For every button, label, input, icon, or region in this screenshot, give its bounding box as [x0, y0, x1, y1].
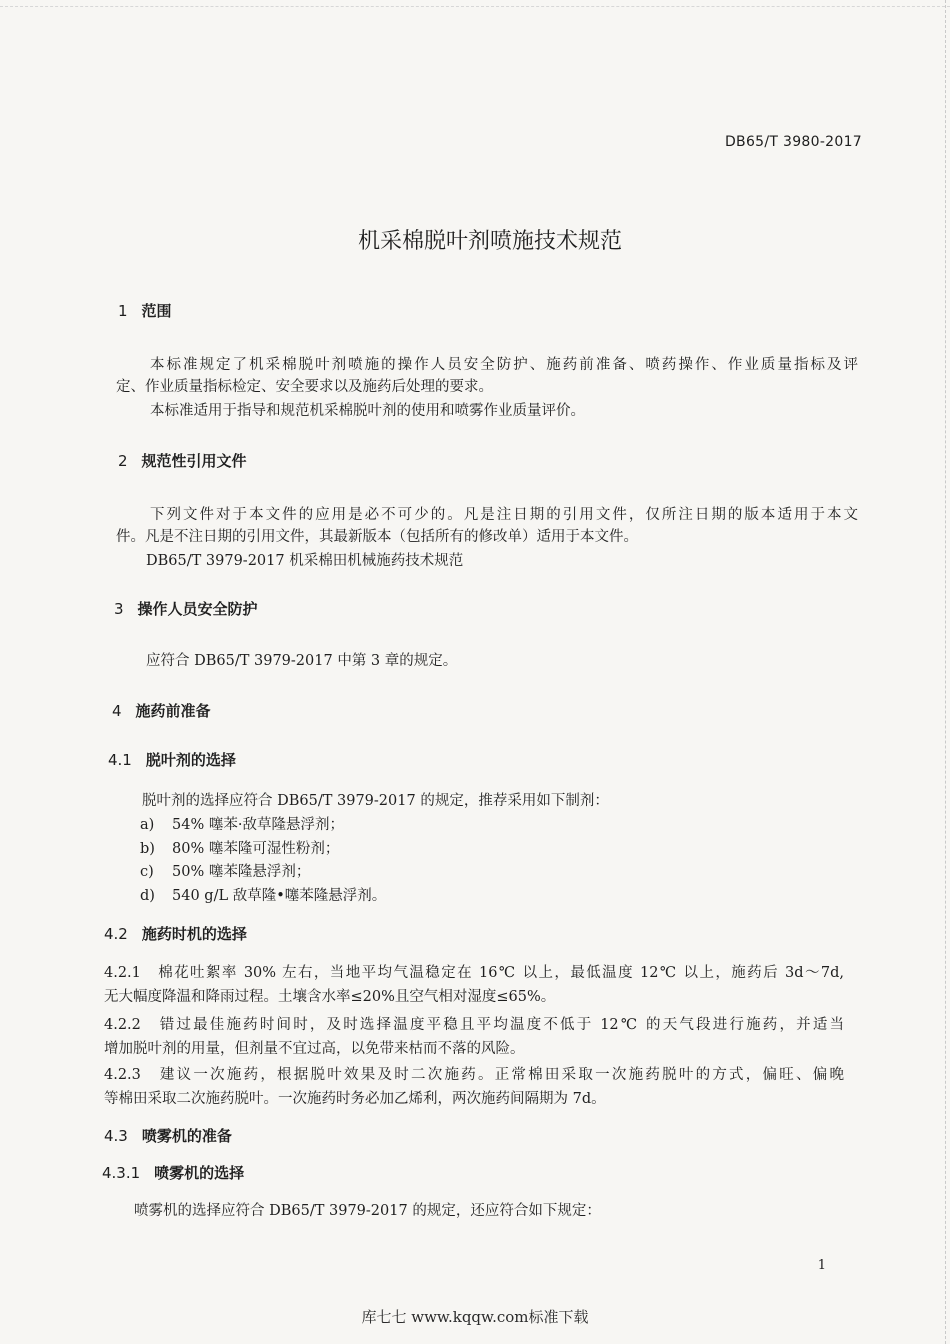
section-1-paragraph-2: 本标准适用于指导和规范机采棉脱叶剂的使用和喷雾作业质量评价。: [150, 403, 585, 419]
section-number: 4.3.1: [102, 1164, 141, 1182]
document-title: 机采棉脱叶剂喷施技术规范: [357, 229, 622, 254]
subsection-4-3-heading: [104, 1125, 232, 1146]
section-4-heading: [112, 700, 211, 721]
section-1-heading: [118, 300, 172, 321]
list-marker: d): [140, 888, 155, 904]
list-item-text: 540 g/L 敌草隆•噻苯隆悬浮剂。: [172, 888, 387, 904]
subsection-4-2-heading: [104, 923, 247, 944]
section-title: 施药时机的选择: [141, 925, 247, 943]
section-number: 4.3: [104, 1127, 128, 1145]
list-item-text: 50% 噻苯隆悬浮剂；: [172, 864, 311, 880]
section-title: 脱叶剂的选择: [145, 751, 236, 769]
section-2-paragraph-1-line-1: 下列文件对于本文件的应用是必不可少的。凡是注日期的引用文件，仅所注日期的版本适用于本文: [150, 507, 858, 523]
page-number: 1: [817, 1258, 826, 1273]
footer-watermark: 库七七 www.kqqw.com标准下载: [361, 1308, 589, 1326]
section-3-heading: [114, 598, 258, 619]
subsection-4-1-heading: [108, 749, 236, 770]
section-title: 范围: [141, 302, 172, 320]
section-2-heading: [118, 450, 247, 471]
section-number: 4: [112, 702, 122, 720]
document-id: DB65/T 3980-2017: [724, 134, 862, 150]
clause-4-2-2-line-1: 4.2.2 错过最佳施药时间时，及时选择温度平稳且平均温度不低于 12℃ 的天气段进行施药，并适当: [104, 1017, 844, 1033]
section-title: 规范性引用文件: [141, 452, 247, 470]
scan-edge-right: [944, 0, 946, 1344]
section-2-paragraph-1-line-2: 件。凡是不注日期的引用文件，其最新版本（包括所有的修改单）适用于本文件。: [116, 529, 638, 545]
section-title: 喷雾机的选择: [154, 1164, 245, 1182]
clause-4-2-2-line-2: 增加脱叶剂的用量，但剂量不宜过高，以免带来枯而不落的风险。: [104, 1041, 525, 1057]
list-marker: c): [140, 864, 154, 880]
list-item-text: 54% 噻苯·敌草隆悬浮剂；: [172, 817, 344, 833]
subsection-4-1-intro: 脱叶剂的选择应符合 DB65/T 3979-2017 的规定，推荐采用如下制剂：: [142, 793, 609, 809]
section-number: 3: [114, 600, 124, 618]
list-marker: a): [140, 817, 155, 833]
clause-4-2-3-line-1: 4.2.3 建议一次施药，根据脱叶效果及时二次施药。正常棉田采取一次施药脱叶的方式，偏旺、偏晚: [104, 1067, 844, 1083]
clause-4-2-3-line-2: 等棉田采取二次施药脱叶。一次施药时务必加乙烯利，两次施药间隔期为 7d。: [104, 1091, 606, 1107]
clause-4-2-1-line-1: 4.2.1 棉花吐絮率 30% 左右，当地平均气温稳定在 16℃ 以上，最低温度 12℃ 以上，施药后 3d～7d,: [104, 965, 844, 981]
list-item: [140, 837, 339, 858]
clause-4-2-1-line-2: 无大幅度降温和降雨过程。土壤含水率≤20%且空气相对湿度≤65%。: [104, 989, 556, 1005]
section-1-paragraph-1-line-1: 本标准规定了机采棉脱叶剂喷施的操作人员安全防护、施药前准备、喷药操作、作业质量指标及评: [150, 357, 858, 373]
list-marker: b): [140, 841, 155, 857]
section-number: 1: [118, 302, 128, 320]
section-1-paragraph-1-line-2: 定、作业质量指标检定、安全要求以及施药后处理的要求。: [116, 379, 493, 395]
list-item: [140, 860, 310, 881]
list-item: [140, 813, 344, 834]
section-number: 2: [118, 452, 128, 470]
normative-reference: DB65/T 3979-2017 机采棉田机械施药技术规范: [146, 553, 464, 569]
section-number: 4.1: [108, 751, 132, 769]
subsection-4-3-1-heading: [102, 1162, 244, 1183]
section-3-paragraph: 应符合 DB65/T 3979-2017 中第 3 章的规定。: [146, 653, 458, 669]
section-number: 4.2: [104, 925, 128, 943]
list-item-text: 80% 噻苯隆可湿性粉剂；: [172, 841, 340, 857]
section-title: 操作人员安全防护: [137, 600, 258, 618]
section-title: 喷雾机的准备: [141, 1127, 232, 1145]
scan-edge-top: [0, 0, 950, 7]
section-title: 施药前准备: [135, 702, 211, 720]
subsection-4-3-1-paragraph: 喷雾机的选择应符合 DB65/T 3979-2017 的规定，还应符合如下规定：: [134, 1203, 601, 1219]
list-item: [140, 884, 386, 905]
